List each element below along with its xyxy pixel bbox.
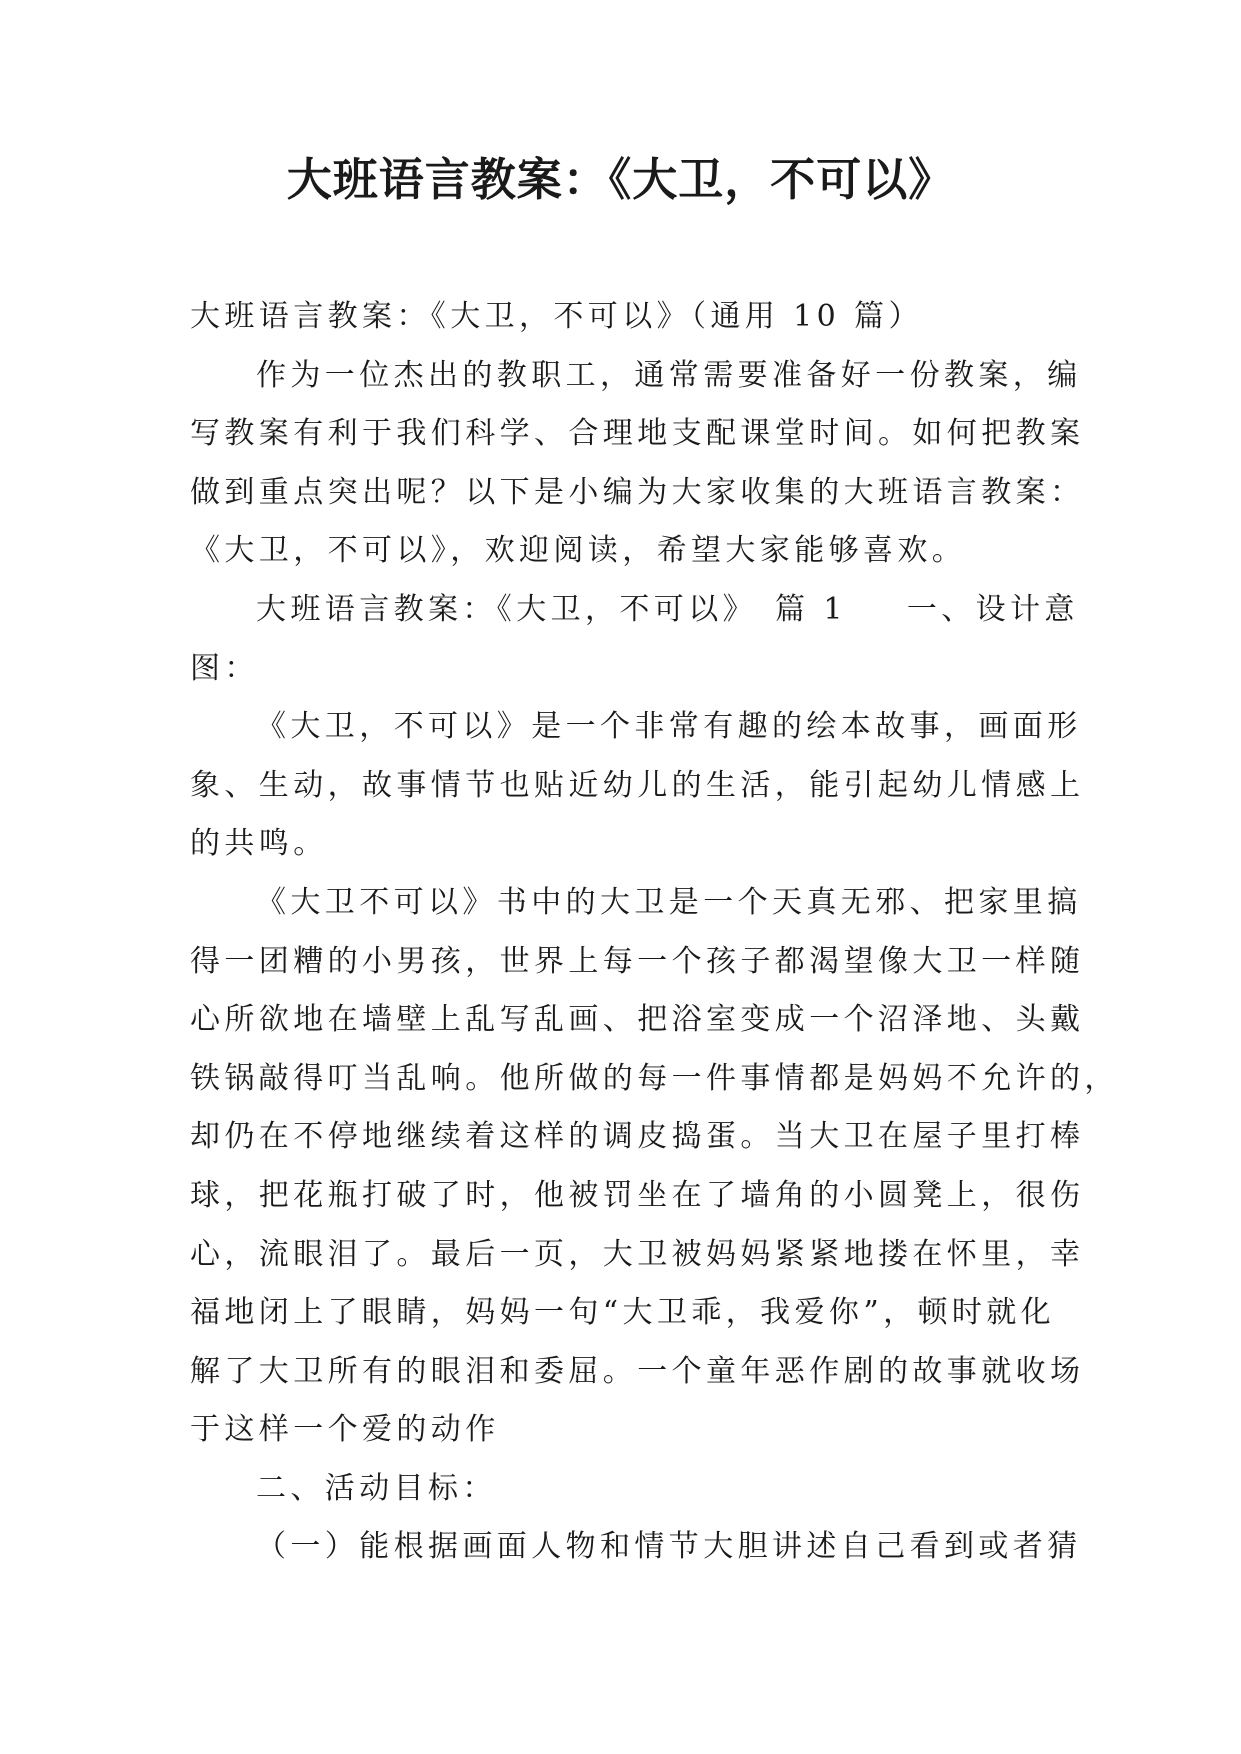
text-line: 写教案有利于我们科学、合理地支配课堂时间。如何把教案 [190, 416, 1085, 452]
text-line: 作为一位杰出的教职工，通常需要准备好一份教案，编 [256, 357, 1082, 393]
text-line: 心，流眼泪了。最后一页，大卫被妈妈紧紧地搂在怀里，幸 [190, 1236, 1085, 1272]
text-line: 《大卫，不可以》是一个非常有趣的绘本故事，画面形 [256, 709, 1082, 745]
text-line: 的共鸣。 [190, 826, 328, 862]
document-body [190, 288, 1119, 1577]
text-line: 却仍在不停地继续着这样的调皮捣蛋。当大卫在屋子里打棒 [190, 1119, 1085, 1155]
subsection-heading: 一、设计意 [906, 591, 1079, 627]
text-line: 解了大卫所有的眼泪和委屈。一个童年恶作剧的故事就收场 [190, 1353, 1085, 1389]
text-line: 《大卫，不可以》，欢迎阅读，希望大家能够喜欢。 [190, 533, 967, 569]
section-number: 篇 1 [775, 591, 847, 627]
text-line: 福地闭上了眼睛，妈妈一句“大卫乖，我爱你”，顿时就化 [190, 1295, 1056, 1331]
subtitle-line: 大班语言教案：《大卫，不可以》（通用 10 篇） [190, 299, 923, 334]
text-line: 心所欲地在墙壁上乱写乱画、把浴室变成一个沼泽地、头戴 [190, 1002, 1085, 1038]
document-title: 大班语言教案：《大卫，不可以》 [286, 153, 955, 206]
text-line: 铁锅敲得叮当乱响。他所做的每一件事情都是妈妈不允许的， [190, 1060, 1119, 1096]
text-line: 得一团糟的小男孩，世界上每一个孩子都渴望像大卫一样随 [190, 943, 1085, 979]
section-heading-line [190, 581, 1079, 640]
text-line: 于这样一个爱的动作 [190, 1412, 500, 1448]
section-heading: 二、活动目标： [256, 1470, 497, 1506]
text-line: 《大卫不可以》书中的大卫是一个天真无邪、把家里搞 [256, 884, 1082, 920]
text-line: （一）能根据画面人物和情节大胆讲述自己看到或者猜 [256, 1529, 1082, 1565]
text-line: 球，把花瓶打破了时，他被罚坐在了墙角的小圆凳上，很伤 [190, 1177, 1085, 1213]
text-line: 图： [190, 650, 259, 686]
text-line: 象、生动，故事情节也贴近幼儿的生活，能引起幼儿情感上 [190, 767, 1085, 803]
text-line: 做到重点突出呢？以下是小编为大家收集的大班语言教案： [190, 474, 1085, 510]
section-heading: 大班语言教案：《大卫，不可以》 [256, 591, 757, 627]
